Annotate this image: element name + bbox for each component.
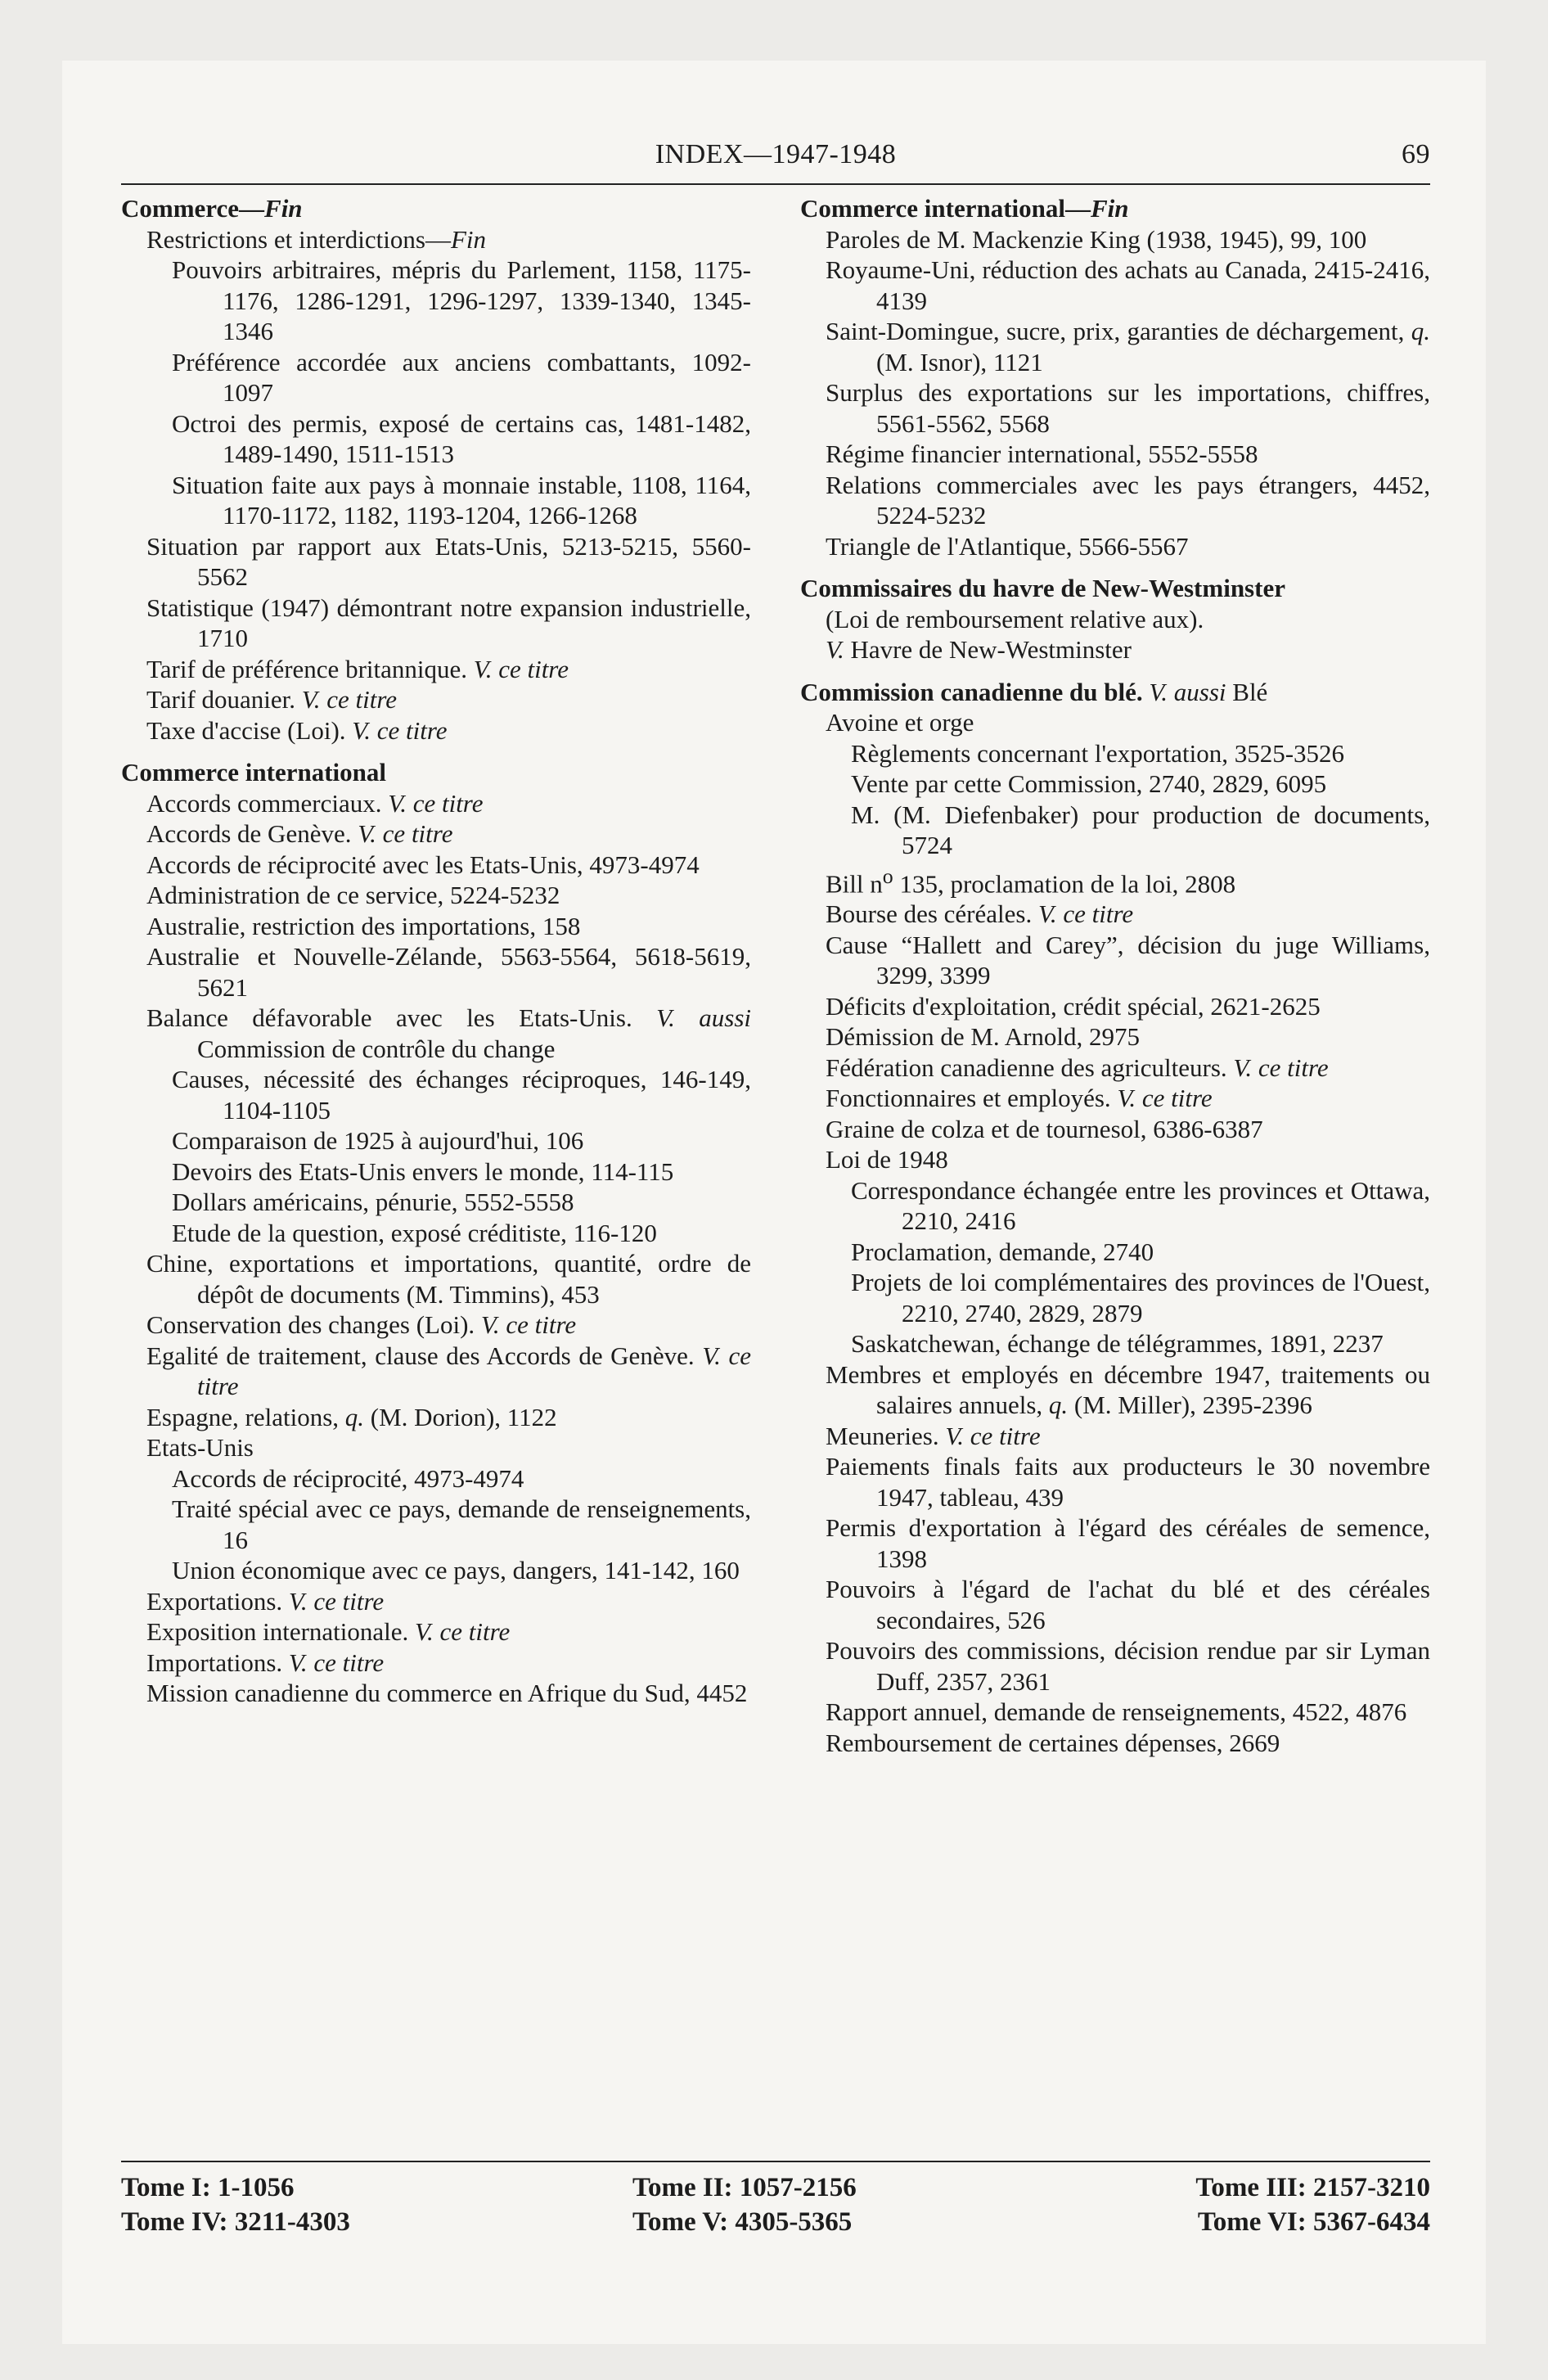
index-entry: Situation par rapport aux Etats-Unis, 5213-5215, 5560-5562 (146, 531, 751, 591)
index-entry: Devoirs des Etats-Unis envers le monde, 114-115 (172, 1156, 674, 1186)
index-entry: Cause “Hallett and Carey”, décision du juge Williams, 3299, 3399 (826, 930, 1430, 990)
heading-commerce-international-fin: Commerce international—Fin (800, 194, 1129, 223)
index-entry: Remboursement de certaines dépenses, 2669 (826, 1728, 1280, 1757)
index-entry: Déficits d'exploitation, crédit spécial, 2621-2625 (826, 991, 1321, 1021)
index-entry: Relations commerciales avec les pays étrangers, 4452, 5224-5232 (826, 470, 1430, 530)
index-entry: Pouvoirs des commissions, décision rendue par sir Lyman Duff, 2357, 2361 (826, 1636, 1430, 1696)
index-entry: Régime financier international, 5552-5558 (826, 439, 1258, 468)
index-entry: Accords commerciaux. V. ce titre (146, 788, 484, 818)
index-entry: Exposition internationale. V. ce titre (146, 1617, 511, 1646)
right-column (800, 193, 1430, 1758)
left-column (121, 193, 751, 1709)
index-entry: Espagne, relations, q. (M. Dorion), 1122 (146, 1402, 557, 1431)
index-entry: Surplus des exportations sur les importations, chiffres, 5561-5562, 5568 (826, 378, 1430, 438)
index-entry: Etats-Unis (146, 1433, 254, 1462)
index-entry: Projets de loi complémentaires des provinces de l'Ouest, 2210, 2740, 2829, 2879 (851, 1268, 1430, 1327)
index-entry: Royaume-Uni, réduction des achats au Canada, 2415-2416, 4139 (826, 255, 1430, 315)
index-entry: Importations. V. ce titre (146, 1648, 385, 1677)
page-header (121, 131, 1430, 180)
index-entry: Saint-Domingue, sucre, prix, garanties de déchargement, q. (M. Isnor), 1121 (826, 317, 1430, 376)
index-entry: Exportations. V. ce titre (146, 1586, 385, 1616)
index-entry: Chine, exportations et importations, quantité, ordre de dépôt de documents (M. Timmins), 453 (146, 1249, 751, 1309)
index-entry: Graine de colza et de tournesol, 6386-6387 (826, 1114, 1263, 1143)
heading-commissaires-havre: Commissaires du havre de New-Westminster (800, 574, 1285, 602)
index-entry: Préférence accordée aux anciens combattants, 1092-1097 (172, 347, 751, 407)
volume-1: Tome I: 1-1056 (121, 2173, 295, 2202)
index-page (62, 61, 1486, 2344)
index-entry: Fédération canadienne des agriculteurs. V. ce titre (826, 1053, 1329, 1082)
volume-3: Tome III: 2157-3210 (1195, 2173, 1430, 2202)
index-entry: Etude de la question, exposé créditiste, 116-120 (172, 1218, 657, 1247)
index-entry: Pouvoirs à l'égard de l'achat du blé et des céréales secondaires, 526 (826, 1575, 1430, 1634)
index-entry: Membres et employés en décembre 1947, traitements ou salaires annuels, q. (M. Miller), 2395-2396 (826, 1359, 1430, 1420)
index-entry: Pouvoirs arbitraires, mépris du Parlement, 1158, 1175-1176, 1286-1291, 1296-1297, 1339-1340, 1345-1346 (172, 255, 751, 345)
index-entry: Proclamation, demande, 2740 (851, 1237, 1154, 1266)
index-entry: Bourse des céréales. V. ce titre (826, 899, 1134, 929)
index-entry: Accords de réciprocité, 4973-4974 (172, 1463, 524, 1493)
index-entry: Causes, nécessité des échanges réciproques, 146-149, 1104-1105 (172, 1065, 751, 1125)
index-entry: Correspondance échangée entre les provinces et Ottawa, 2210, 2416 (851, 1175, 1430, 1236)
index-entry: Règlements concernant l'exportation, 3525-3526 (851, 738, 1345, 768)
index-entry: Accords de Genève. V. ce titre (146, 819, 453, 848)
index-entry: (Loi de remboursement relative aux). (826, 604, 1204, 633)
index-entry: Conservation des changes (Loi). V. ce titre (146, 1310, 577, 1339)
heading-commerce-fin: Commerce—Fin (121, 194, 303, 223)
index-entry: Egalité de traitement, clause des Accords de Genève. V. ce titre (146, 1341, 752, 1400)
index-entry: Vente par cette Commission, 2740, 2829, 6095 (851, 769, 1327, 798)
index-entry: Tarif douanier. V. ce titre (146, 685, 398, 714)
running-title: INDEX—1947-1948 (655, 139, 897, 169)
index-entry: M. (M. Diefenbaker) pour production de documents, 5724 (851, 800, 1430, 859)
index-entry: Taxe d'accise (Loi). V. ce titre (146, 715, 448, 745)
index-entry: Avoine et orge (826, 708, 974, 737)
footer-rule (121, 2161, 1430, 2162)
heading-commerce-international: Commerce international (121, 758, 386, 787)
volume-6: Tome VI: 5367-6434 (1197, 2207, 1430, 2237)
index-entry: Fonctionnaires et employés. V. ce titre (826, 1084, 1213, 1113)
index-entry: Paiements finals faits aux producteurs le 30 novembre 1947, tableau, 439 (826, 1452, 1430, 1512)
index-entry: Situation faite aux pays à monnaie instable, 1108, 1164, 1170-1172, 1182, 1193-1204, 1266-1268 (172, 470, 751, 530)
subheading-restrictions: Restrictions et interdictions—Fin (146, 224, 487, 254)
volume-5: Tome V: 4305-5365 (632, 2207, 853, 2237)
index-entry: Administration de ce service, 5224-5232 (146, 881, 560, 909)
page-number: 69 (1402, 139, 1430, 169)
index-entry: Paroles de M. Mackenzie King (1938, 1945), 99, 100 (826, 224, 1367, 254)
index-entry: V. Havre de New-Westminster (826, 635, 1132, 664)
volume-2: Tome II: 1057-2156 (632, 2173, 857, 2202)
index-entry: Traité spécial avec ce pays, demande de renseignements, 16 (172, 1494, 751, 1554)
header-rule (121, 183, 1430, 185)
index-entry: Loi de 1948 (826, 1145, 948, 1174)
index-entry: Australie, restriction des importations, 158 (146, 911, 581, 940)
index-entry: Démission de M. Arnold, 2975 (826, 1022, 1141, 1052)
index-entry: Tarif de préférence britannique. V. ce titre (146, 654, 569, 683)
index-entry: Triangle de l'Atlantique, 5566-5567 (826, 531, 1189, 561)
volume-4: Tome IV: 3211-4303 (121, 2207, 350, 2237)
index-entry: Meuneries. V. ce titre (826, 1421, 1041, 1450)
index-entry: Balance défavorable avec les Etats-Unis. V. aussi Commission de contrôle du change (146, 1003, 752, 1063)
index-entry: Statistique (1947) démontrant notre expansion industrielle, 1710 (146, 593, 751, 652)
index-entry: Bill $n^o$ 135, proclamation de la loi, 2808 (826, 863, 1236, 898)
index-entry: Saskatchewan, échange de télégrammes, 1891, 2237 (851, 1329, 1384, 1359)
index-entry: Rapport annuel, demande de renseignements, 4522, 4876 (826, 1697, 1407, 1727)
index-entry: Union économique avec ce pays, dangers, 141-142, 160 (172, 1556, 740, 1584)
index-entry: Accords de réciprocité avec les Etats-Unis, 4973-4974 (146, 850, 700, 879)
index-entry: Comparaison de 1925 à aujourd'hui, 106 (172, 1126, 584, 1155)
index-entry: Dollars américains, pénurie, 5552-5558 (172, 1188, 574, 1216)
index-entry: Permis d'exportation à l'égard des céréales de semence, 1398 (826, 1513, 1430, 1573)
index-entry: Octroi des permis, exposé de certains cas, 1481-1482, 1489-1490, 1511-1513 (172, 408, 751, 468)
index-entry: Mission canadienne du commerce en Afrique du Sud, 4452 (146, 1679, 748, 1707)
index-entry: Australie et Nouvelle-Zélande, 5563-5564, 5618-5619, 5621 (146, 942, 751, 1002)
heading-commission-ble: Commission canadienne du blé. V. aussi Blé (800, 677, 1268, 706)
